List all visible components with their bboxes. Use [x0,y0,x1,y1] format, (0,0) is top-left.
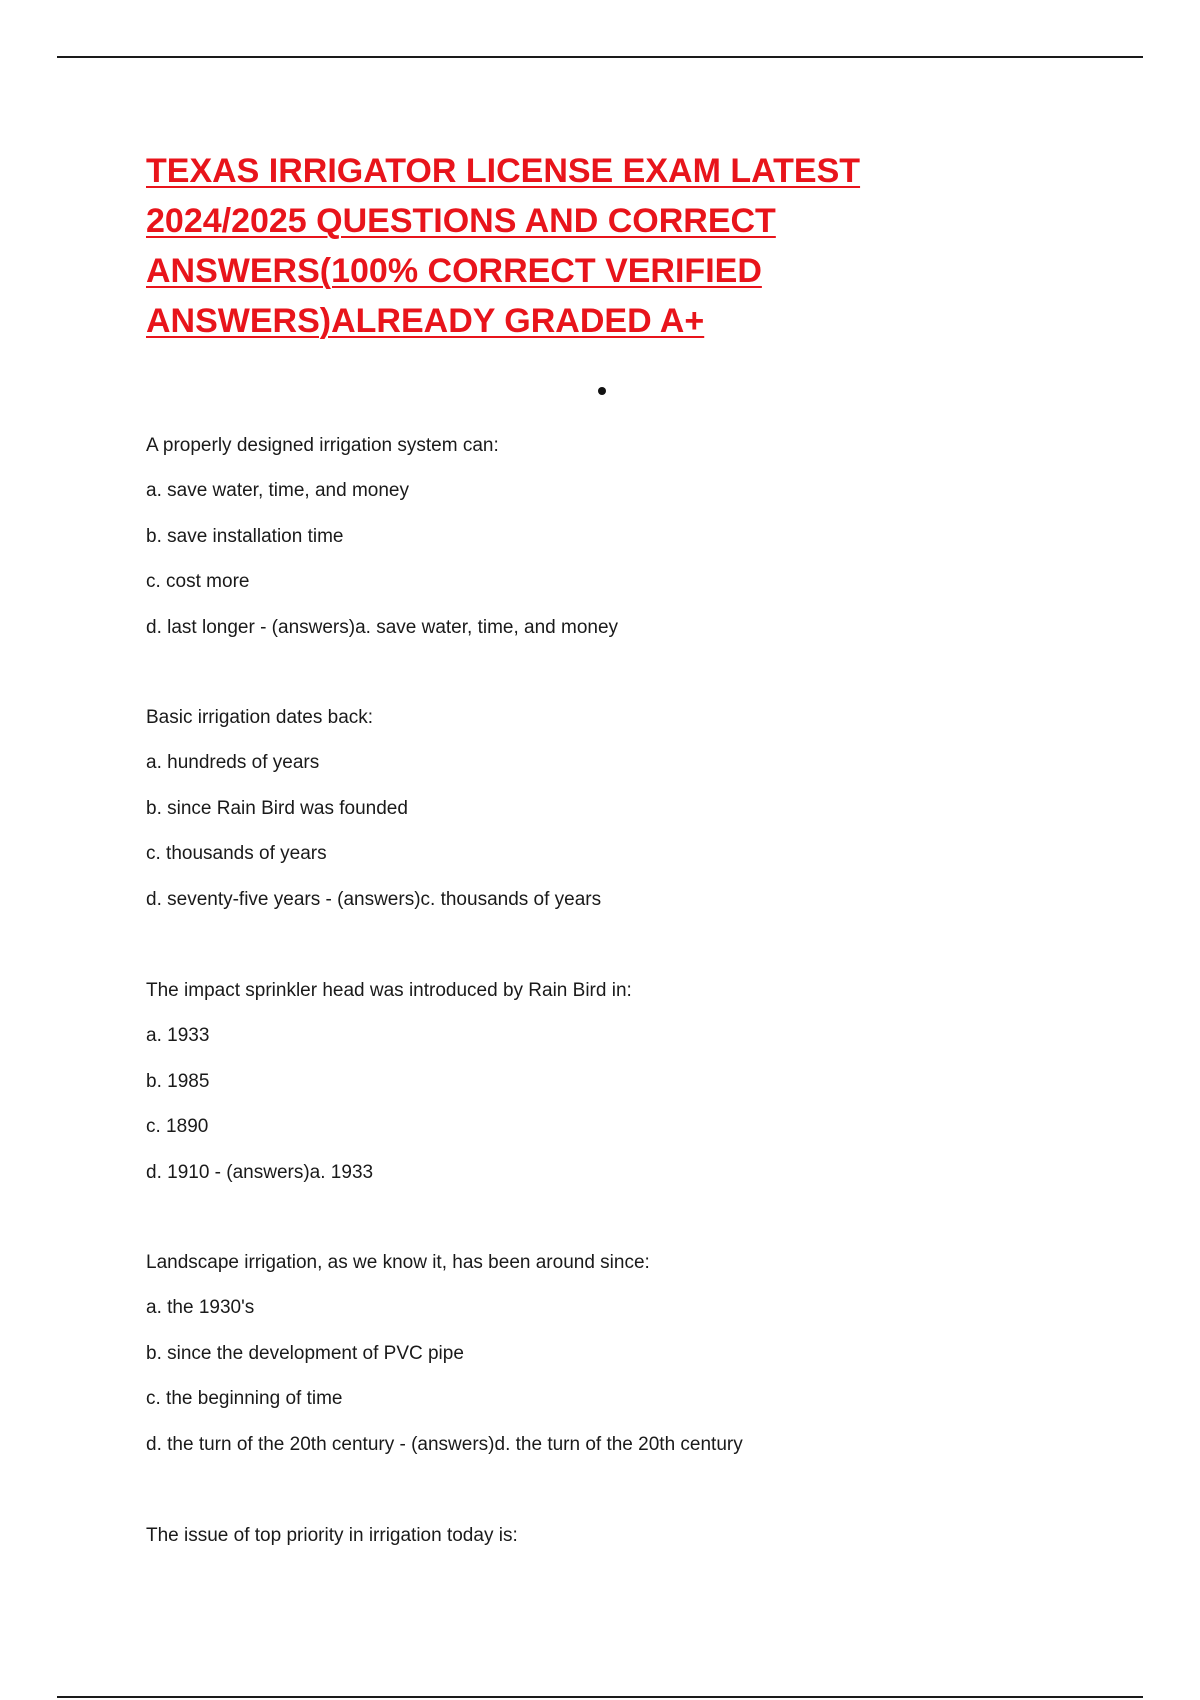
question-text: Landscape irrigation, as we know it, has been around since: [146,1252,650,1273]
title-line: ANSWERS(100% CORRECT VERIFIED [146,252,762,290]
answer-option: a. save water, time, and money [146,480,409,501]
answer-option: d. 1910 - (answers)a. 1933 [146,1162,374,1183]
question-text: Basic irrigation dates back: [146,707,374,728]
question-text: The issue of top priority in irrigation today is: [146,1525,518,1546]
answer-option: c. thousands of years [146,843,327,864]
footer-rule [57,1696,1143,1698]
answer-option: b. since Rain Bird was founded [146,798,408,819]
answer-option: b. save installation time [146,526,344,547]
answer-option: a. the 1930's [146,1297,255,1318]
answer-option: c. 1890 [146,1116,209,1137]
answer-option: d. last longer - (answers)a. save water, time, and money [146,617,619,638]
answer-option: d. seventy-five years - (answers)c. thousands of years [146,889,602,910]
answer-option: a. hundreds of years [146,752,320,773]
answer-option: c. the beginning of time [146,1388,343,1409]
title-line: TEXAS IRRIGATOR LICENSE EXAM LATEST [146,152,861,190]
bullet-point [598,387,606,395]
answer-option: b. since the development of PVC pipe [146,1343,464,1364]
answer-option: c. cost more [146,571,250,592]
title-line: ANSWERS)ALREADY GRADED A+ [146,302,705,340]
question-text: The impact sprinkler head was introduced by Rain Bird in: [146,980,632,1001]
answer-option: b. 1985 [146,1071,210,1092]
header-rule [57,56,1143,58]
question-text: A properly designed irrigation system can: [146,435,499,456]
document-title [146,146,906,346]
title-line: 2024/2025 QUESTIONS AND CORRECT [146,202,776,240]
answer-option: a. 1933 [146,1025,210,1046]
answer-option: d. the turn of the 20th century - (answers)d. the turn of the 20th century [146,1434,743,1455]
